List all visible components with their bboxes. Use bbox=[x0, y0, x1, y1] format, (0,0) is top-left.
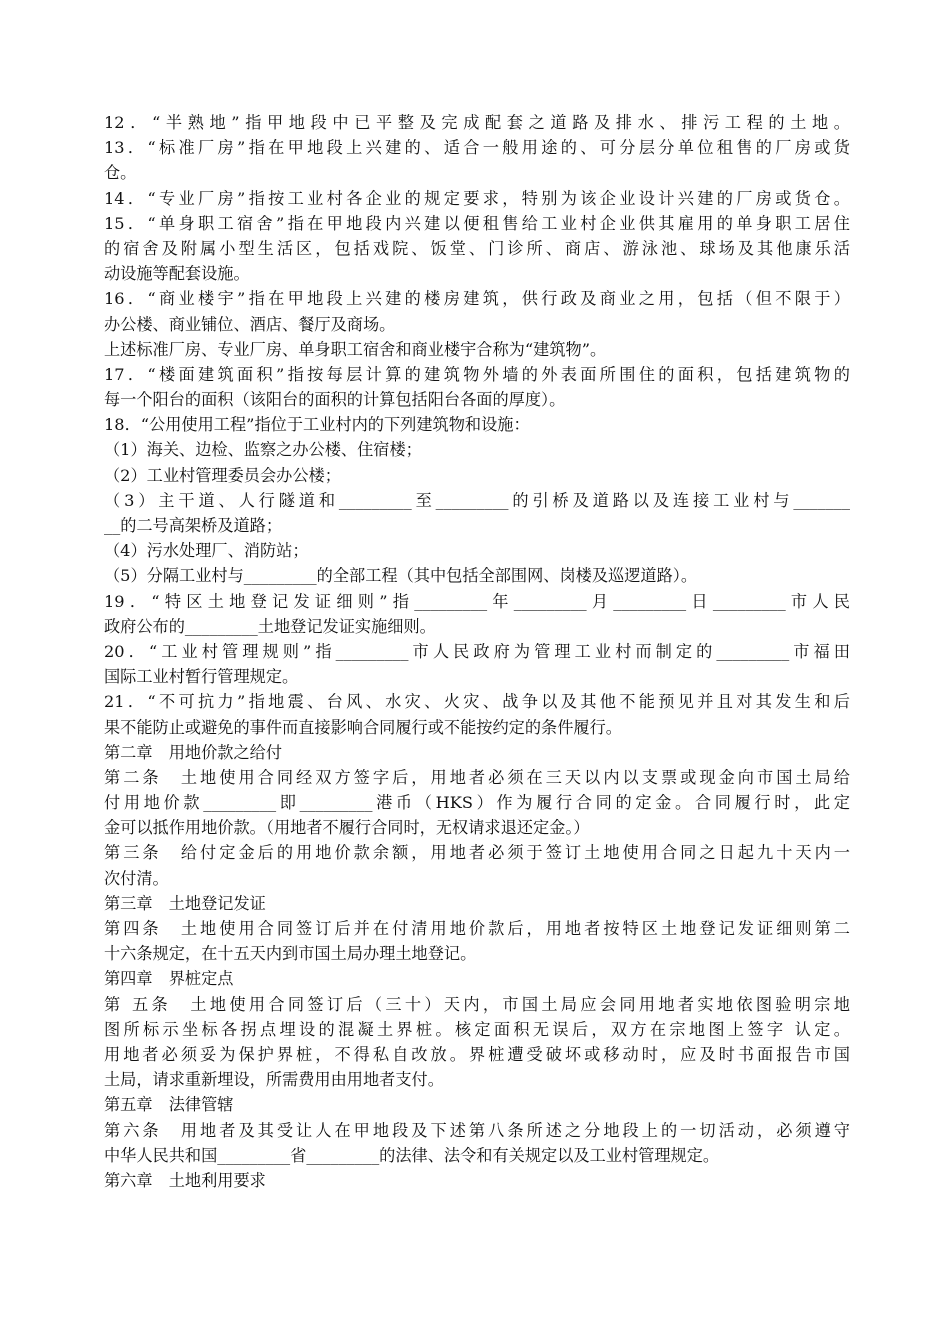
text-line: 每一个阳台的面积（该阳台的面积的计算包括阳台各面的厚度）。 bbox=[104, 390, 566, 410]
text-line: （5）分隔工业村与_________的全部工程（其中包括全部围网、岗楼及巡逻道路）。 bbox=[104, 566, 698, 586]
text-line: 次付清。 bbox=[104, 868, 169, 888]
text-line: 第六条 用地者及其受让人在甲地段及下述第八条所述之分地段上的一切活动，必须遵守 bbox=[104, 1120, 850, 1140]
text-line: （4）污水处理厂、消防站； bbox=[104, 541, 309, 561]
text-line: 用地者必须妥为保护界桩，不得私自改放。界桩遭受破坏或移动时，应及时书面报告市国 bbox=[104, 1044, 850, 1064]
text-line: 动设施等配套设施。 bbox=[104, 264, 250, 284]
text-line: 13．“标准厂房”指在甲地段上兴建的、适合一般用途的、可分层分单位租售的厂房或货 bbox=[104, 138, 850, 158]
text-line: 土局，请求重新埋设，所需费用由用地者支付。 bbox=[104, 1070, 444, 1090]
text-line: 18．“公用使用工程”指位于工业村内的下列建筑物和设施： bbox=[104, 415, 530, 435]
document-page bbox=[104, 110, 850, 1193]
text-line: 办公楼、商业铺位、酒店、餐厅及商场。 bbox=[104, 314, 396, 334]
text-line: 15．“单身职工宿舍”指在甲地段内兴建以便租售给工业村企业供其雇用的单身职工居住 bbox=[104, 213, 850, 233]
text-line: 12．“半熟地”指甲地段中已平整及完成配套之道路及排水、排污工程的土地。 bbox=[104, 113, 850, 132]
text-line: 19．“特区土地登记发证细则”指_________年_________月_________日_________市人民 bbox=[104, 591, 850, 611]
text-line: 第二条 土地使用合同经双方签字后，用地者必须在三天以内以支票或现金向市国土局给 bbox=[104, 767, 850, 787]
text-line: 第三条 给付定金后的用地价款余额，用地者必须于签订土地使用合同之日起九十天内一 bbox=[104, 843, 850, 863]
text-line: 中华人民共和国_________省_________的法律、法令和有关规定以及工业村管理规定。 bbox=[104, 1145, 720, 1165]
text-line: __的二号高架桥及道路； bbox=[104, 516, 283, 535]
text-line: 国际工业村暂行管理规定。 bbox=[104, 667, 299, 687]
text-line: 第四条 土地使用合同签订后并在付清用地价款后，用地者按特区土地登记发证细则第二 bbox=[104, 919, 850, 938]
text-line: 十六条规定，在十五天内到市国土局办理土地登记。 bbox=[104, 944, 477, 964]
text-line: 上述标准厂房、专业厂房、单身职工宿舍和商业楼宇合称为“建筑物”。 bbox=[104, 339, 607, 359]
text-line: 金可以抵作用地价款。（用地者不履行合同时，无权请求退还定金。） bbox=[104, 818, 590, 838]
chapter-heading: 第三章 土地登记发证 bbox=[104, 893, 266, 913]
chapter-heading: 第六章 土地利用要求 bbox=[104, 1170, 266, 1190]
chapter-heading: 第五章 法律管辖 bbox=[104, 1095, 234, 1115]
text-line: （1）海关、边检、监察之办公楼、住宿楼； bbox=[104, 440, 422, 460]
text-line: （2）工业村管理委员会办公楼； bbox=[104, 465, 341, 485]
text-line: 21．“不可抗力”指地震、台风、水灾、火灾、战争以及其他不能预见并且对其发生和后 bbox=[104, 692, 850, 712]
text-line: 果不能防止或避免的事件而直接影响合同履行或不能按约定的条件履行。 bbox=[104, 717, 622, 737]
text-line: 的宿舍及附属小型生活区，包括戏院、饭堂、门诊所、商店、游泳池、球场及其他康乐活 bbox=[104, 238, 850, 258]
text-line: （3）主干道、人行隧道和_________至_________的引桥及道路以及连接工业村与_______ bbox=[104, 490, 850, 510]
text-line: 政府公布的_________土地登记发证实施细则。 bbox=[104, 616, 436, 636]
chapter-heading: 第二章 用地价款之给付 bbox=[104, 742, 283, 762]
text-line: 付用地价款_________即_________港币（HKS）作为履行合同的定金。合同履行时，此定 bbox=[104, 793, 850, 813]
chapter-heading: 第四章 界桩定点 bbox=[104, 969, 234, 989]
text-line: 14．“专业厂房”指按工业村各企业的规定要求，特别为该企业设计兴建的厂房或货仓。 bbox=[104, 188, 850, 208]
text-line: 图所标示坐标各拐点埋设的混凝土界桩。核定面积无误后，双方在宗地图上签字 认定。 bbox=[104, 1019, 850, 1039]
text-line: 仓。 bbox=[104, 163, 137, 183]
text-line: 第 五条 土地使用合同签订后（三十）天内，市国土局应会同用地者实地依图验明宗地 bbox=[104, 994, 850, 1014]
text-line: 20．“工业村管理规则”指_________市人民政府为管理工业村而制定的_________市福田 bbox=[104, 641, 850, 661]
text-line: 17．“楼面建筑面积”指按每层计算的建筑物外墙的外表面所围住的面积，包括建筑物的 bbox=[104, 364, 850, 384]
text-line: 16．“商业楼宇”指在甲地段上兴建的楼房建筑，供行政及商业之用，包括（但不限于） bbox=[104, 289, 850, 309]
